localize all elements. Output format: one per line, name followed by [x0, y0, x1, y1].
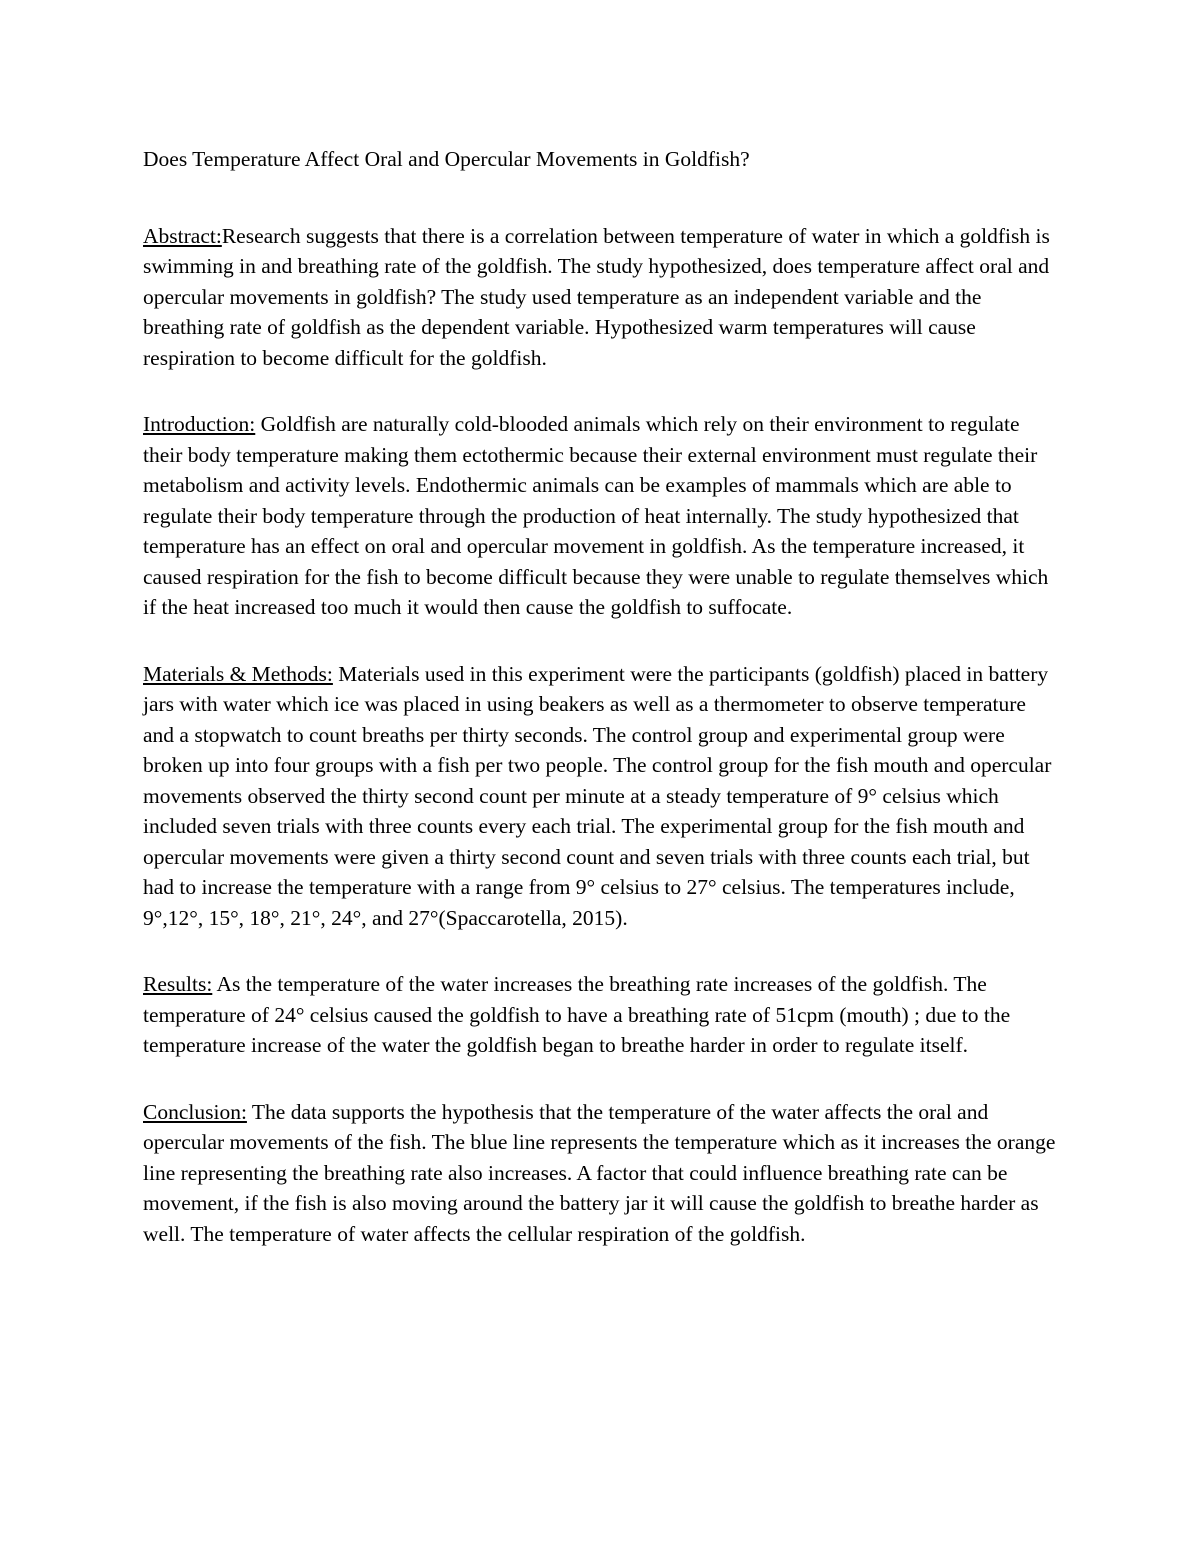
section-conclusion [143, 1097, 1060, 1250]
section-conclusion-body: The data supports the hypothesis that the temperature of the water affects the oral and opercular movements of the fish. The blue line represents the temperature which as it increases the orange line representing the breathing rate also increases. A factor that could influence breathing rate can be movement, if the fish is also moving around the battery jar it will cause the goldfish to breathe harder as well. The temperature of water affects the cellular respiration of the goldfish. [143, 1099, 1056, 1246]
section-materials-methods-label: Materials & Methods: [143, 661, 333, 686]
document-title: Does Temperature Affect Oral and Opercular Movements in Goldfish? [143, 147, 750, 171]
section-abstract-body: Research suggests that there is a correlation between temperature of water in which a goldfish is swimming in and breathing rate of the goldfish. The study hypothesized, does temperature affect oral and opercular movements in goldfish? The study used temperature as an independent variable and the breathing rate of goldfish as the dependent variable. Hypothesized warm temperatures will cause respiration to become difficult for the goldfish. [143, 223, 1050, 370]
section-results-label: Results: [143, 972, 213, 996]
section-results [143, 969, 1060, 1061]
section-materials-methods-body: Materials used in this experiment were the participants (goldfish) placed in battery jars with water which ice was placed in using beakers as well as a thermometer to observe temperature and a stopwatch to count breaths per thirty seconds. The control group and experimental group were broken up into four groups with a fish per two people. The control group for the fish mouth and opercular movements observed the thirty second count per minute at a steady temperature of 9° celsius which included seven trials with three counts every each trial. The experimental group for the fish mouth and opercular movements were given a thirty second count and seven trials with three counts each trial, but had to increase the temperature with a range from 9° celsius to 27° celsius. The temperatures include, 9°,12°, 15°, 18°, 21°, 24°, and 27°(Spaccarotella, 2015). [143, 661, 1052, 930]
section-results-body: As the temperature of the water increases the breathing rate increases of the goldfish. The temperature of 24° celsius caused the goldfish to have a breathing rate of 51cpm (mouth) ; due to the temperature increase of the water the goldfish began to breathe harder in order to regulate itself. [143, 972, 1011, 1057]
section-conclusion-label: Conclusion: [143, 1099, 247, 1124]
section-materials-methods [143, 659, 1060, 934]
section-introduction-label: Introduction: [143, 412, 256, 436]
section-abstract [143, 221, 1060, 374]
section-introduction [143, 409, 1060, 623]
section-abstract-label: Abstract: [143, 223, 222, 248]
section-introduction-body: Goldfish are naturally cold-blooded animals which rely on their environment to regulate their body temperature making them ectothermic because their external environment must regulate their metabolism and activity levels. Endothermic animals can be examples of mammals which are able to regulate their body temperature through the production of heat internally. The study hypothesized that temperature has an effect on oral and opercular movement in goldfish. As the temperature increased, it caused respiration for the fish to become difficult because they were unable to regulate themselves which if the heat increased too much it would then cause the goldfish to suffocate. [143, 412, 1049, 619]
